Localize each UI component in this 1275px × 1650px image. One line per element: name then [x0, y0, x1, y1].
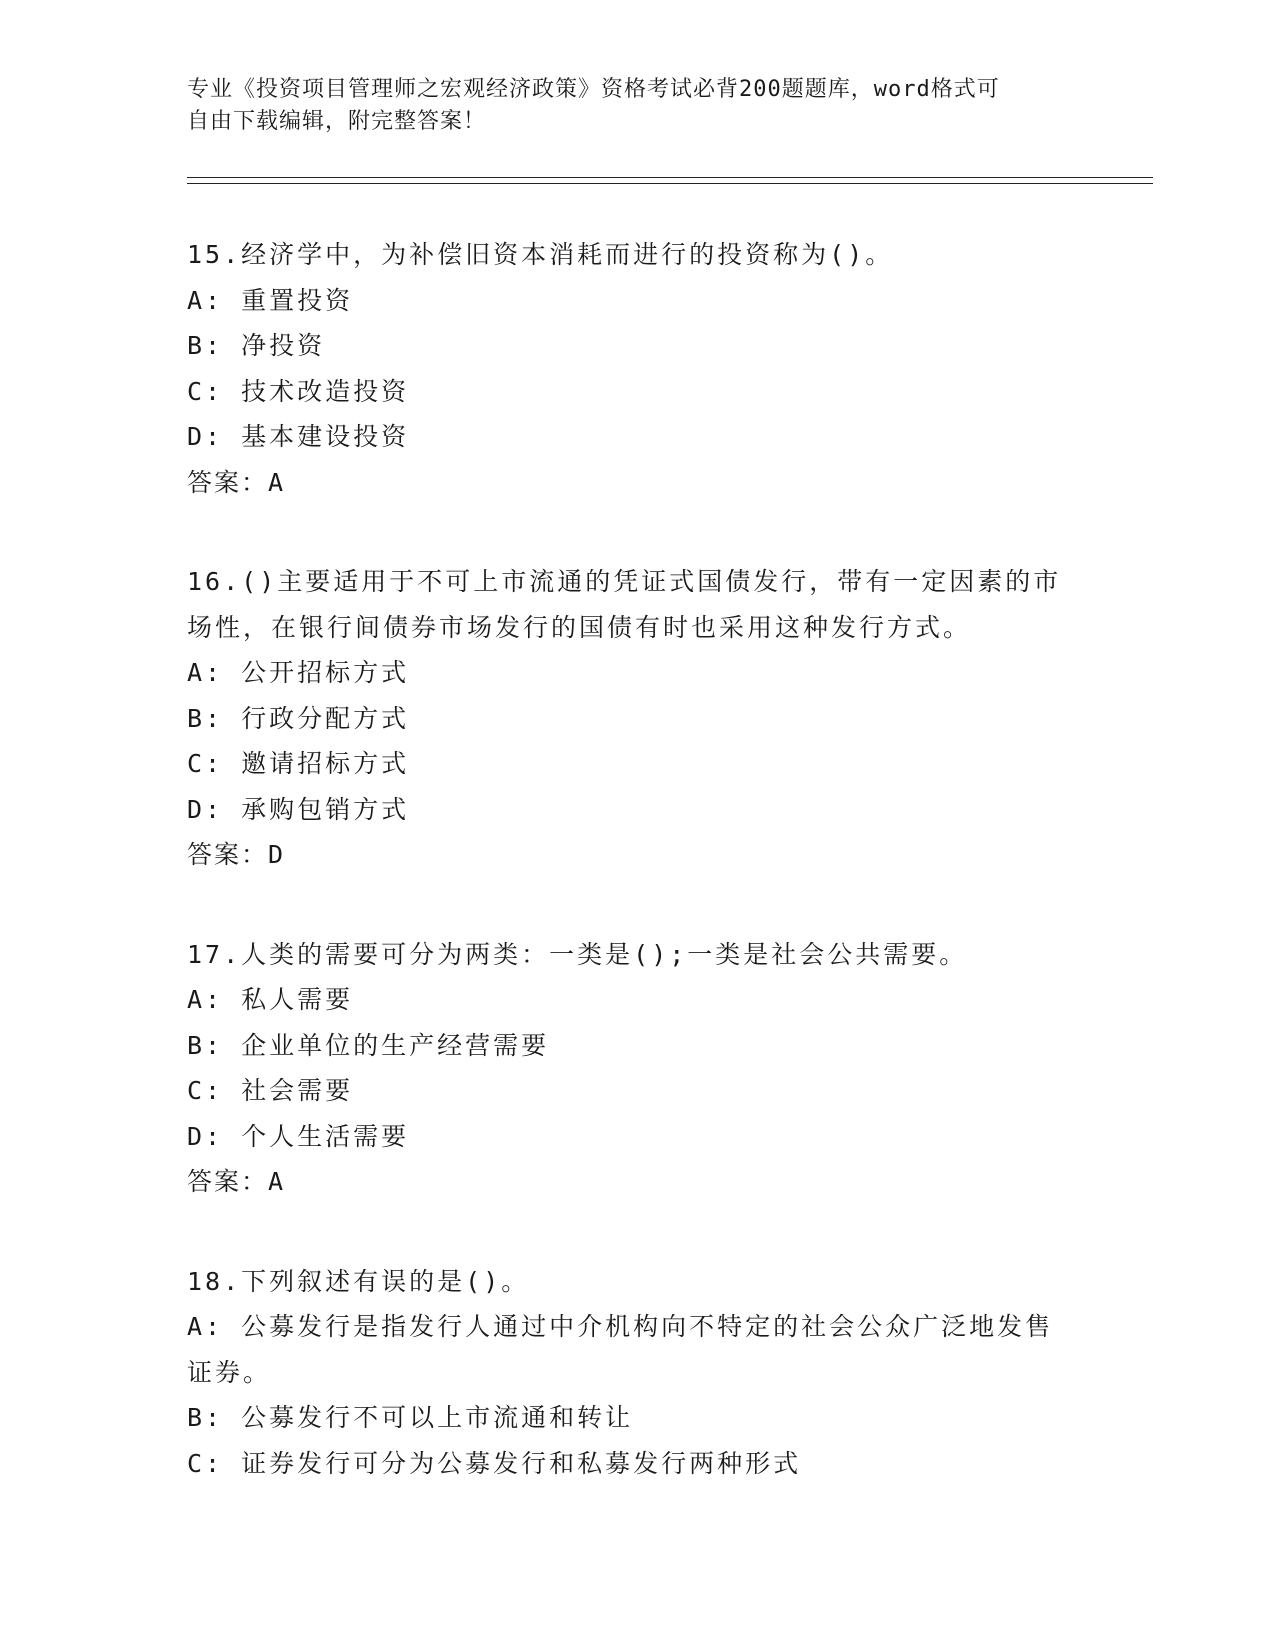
answer-value: A [268, 467, 285, 497]
option-c: C: 社会需要 [187, 1076, 354, 1105]
option-a: A: 重置投资 [187, 285, 354, 315]
option-d: D: 个人生活需要 [187, 1121, 410, 1151]
option-a-line-1: A: 公募发行是指发行人通过中介机构向不特定的社会公众广泛地发售 [187, 1312, 1054, 1341]
answer [187, 832, 1087, 878]
option-d: D: 基本建设投资 [187, 422, 410, 451]
option-c: C: 技术改造投资 [187, 376, 410, 406]
option-a: A: 公开招标方式 [187, 658, 410, 687]
option-a: A: 私人需要 [187, 985, 354, 1014]
question-stem-line-2: 场性，在银行间债券市场发行的国债有时也采用这种发行方式。 [187, 612, 972, 642]
answer-label: 答案： [187, 840, 269, 869]
option-b: B: 行政分配方式 [187, 703, 410, 733]
answer [187, 460, 1087, 506]
option-b: B: 公募发行不可以上市流通和转让 [187, 1403, 634, 1432]
question-18 [187, 1259, 1087, 1487]
option-c: C: 邀请招标方式 [187, 749, 410, 778]
option-b: B: 企业单位的生产经营需要 [187, 1030, 550, 1060]
answer-value: D [268, 840, 285, 869]
header-line-1: 专业《投资项目管理师之宏观经济政策》资格考试必背200题题库，word格式可 [187, 77, 1000, 102]
option-b: B: 净投资 [187, 331, 326, 360]
question-stem: 15.经济学中，为补偿旧资本消耗而进行的投资称为()。 [187, 240, 894, 269]
question-17 [187, 932, 1087, 1205]
question-list [187, 232, 1087, 1540]
question-stem: 17.人类的需要可分为两类：一类是();一类是社会公共需要。 [187, 939, 968, 969]
header-double-rule [187, 177, 1153, 184]
option-d: D: 承购包销方式 [187, 794, 410, 824]
document-header [187, 74, 1067, 138]
question-stem: 18.下列叙述有误的是()。 [187, 1266, 530, 1296]
option-c: C: 证券发行可分为公募发行和私募发行两种形式 [187, 1448, 802, 1478]
answer-label: 答案： [187, 467, 269, 497]
answer-value: A [268, 1167, 285, 1196]
question-16 [187, 559, 1087, 878]
question-15 [187, 232, 1087, 505]
answer [187, 1159, 1087, 1205]
option-a-line-2: 证券。 [187, 1357, 272, 1387]
answer-label: 答案： [187, 1167, 269, 1196]
question-stem-line-1: 16.()主要适用于不可上市流通的凭证式国债发行，带有一定因素的市 [187, 567, 1062, 596]
header-line-2: 自由下载编辑，附完整答案！ [187, 109, 487, 134]
